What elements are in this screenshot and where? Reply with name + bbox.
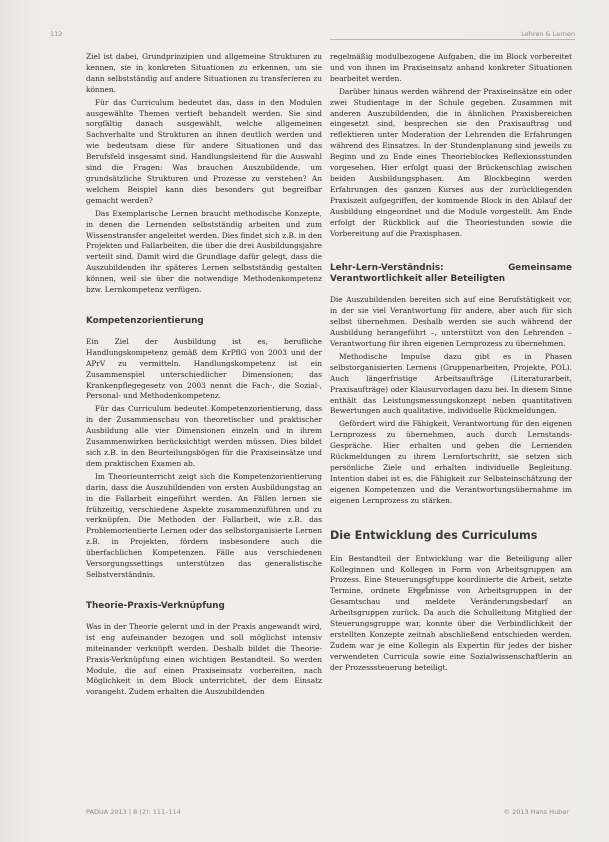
footer-copyright: © 2013 Hans Huber — [503, 808, 569, 816]
body-paragraph: Die Auszubildenden bereiten sich auf eine Berufstätigkeit vor, in der sie viel Verantwortung für andere, aber auch für sich selbst übernehmen. Deshalb werden sie auch während der Ausbildung herangeführt –, unterstützt von den Lehrenden – Verantwortung für ihren eigenen Lernprozess zu übernehmen. — [330, 295, 572, 349]
page-number: 112 — [50, 30, 63, 38]
body-paragraph: Ein Bestandteil der Entwicklung war die Beteiligung aller Kolleginnen und Kollegen in Form von Arbeitsgruppen am Prozess. Eine Steuerungsgruppe koordinierte die Arbeit, setzte Termine, ordnete Ergebnisse von Arbeitsgruppen in der Gesamtschau und meldete Veränderungsbedarf an Arbeitsgruppen zurück. Da auch die Schulleitung Mitglied der Steuerungsgruppe war, konnte über die Verbindlichkeit der erstellten Konzepte zeitnah abschließend entschieden werden. Zudem war je eine Kollegin als Expertin für jedes der bisher verwendeten Curricula sowie eine Sozialwissenschaftlerin an der Prozesssteuerung beteiligt. — [330, 553, 572, 672]
section-heading-kompetenzorientierung: Kompetenzorientierung — [86, 315, 204, 326]
body-paragraph: Was in der Theorie gelernt und in der Praxis angewandt wird, ist eng aufeinander bezogen und soll möglichst intensiv miteinander verknüpft werden. Deshalb bildet die Theorie-Praxis-Verknüpfung einen wichtigen Bestandteil. So werden Module, die auf einen Praxiseinsatz vorbereiten, nach Möglichkeit in dem Block unterrichtet, der dem Einsatz vorangeht. Zudem erhalten die Auszubildenden — [86, 621, 322, 697]
running-title: Lehren & Lernen — [521, 30, 575, 38]
section-heading-lehr-lern: Lehr-Lern-Verständnis: Gemeinsame Verantwortlichkeit aller Beteiligten — [330, 263, 572, 285]
body-paragraph: Für das Curriculum bedeutet das, dass in den Modulen ausgewählte Themen vertieft behandelt werden. Sie sind sorgfältig danach ausgewählt, welche allgemeinen Sachverhalte und Strukturen an ihnen deutlich werden und wie bedeutsam diese für andere Situationen und das Berufsfeld insgesamt sind. Handlungsleitend für die Auswahl sind die Fragen: Was brauchen Auszubildende, um grundsätzliche Strukturen und Prozesse zu verstehen? An welchem Beispiel kann dies besonders gut begreifbar gemacht werden? — [86, 97, 322, 205]
body-paragraph: Methodische Impulse dazu gibt es in Phasen selbstorganisierten Lernens (Gruppenarbeiten, Projekte, POL). Auch längerfristige Arbeitsaufträge (Literaturarbeit, Praxisaufträge) oder Klausurvorlagen dazu bei. In diesem Sinne enthält das Leistungsmessungskonzept neben quantitativen Bewertungen auch qualitative, individuelle Rückmeldungen. — [330, 351, 572, 416]
body-paragraph: Darüber hinaus werden während der Praxiseinsätze ein oder zwei Studientage in der Schule gegeben. Zusammen mit anderen Auszubildenden, die in ähnlichen Praxisbereichen eingesetzt sind, besprechen sie den Praxisauftrag und reflektieren unter Moderation der Lehrenden die Erfahrungen während des Einsatzes. In der Stundenplanung sind jeweils zu Beginn und zu Ende eines Theorieblockes Reflexionsstunden vorgesehen. Hier erfolgt quasi der Brückenschlag zwischen beiden Ausbildungsphasen. Am Blockbeginn werden Erfahrungen des ganzen Kurses aus der zurückliegenden Praxiszeit aufgegriffen, der kommende Block in den Ablauf der Ausbildung eingeordnet und die Module vorgestellt. Am Ende erfolgt der Rückblick auf die Theoriestunden sowie die Vorbereitung auf die Praxisphasen. — [330, 86, 572, 238]
right-column — [330, 52, 572, 676]
body-paragraph: Im Theorieunterricht zeigt sich die Kompetenzorientierung darin, dass die Auszubildenden von ersten Ausbildungstag an in die Fallarbeit eingeführt werden. An Fällen lernen sie frühzeitig, verschiedene Aspekte zusammenzuführen und zu verknüpfen. Die Methoden der Fallarbeit, wie z.B. das Problemorientierte Lernen oder das selbstorganisierte Lernen z.B. in Projekten, fördern insbesondere auch die überfachlichen Kompetenzen. Fälle aus verschiedenen Versorgungssettings unterstützen das generalistische Selbstverständnis. — [86, 471, 322, 579]
section-heading-theorie-praxis: Theorie-Praxis-Verknüpfung — [86, 600, 225, 611]
body-paragraph: Das Exemplarische Lernen braucht methodische Konzepte, in denen die Lernenden selbstständig arbeiten und zum Wissenstransfer angeleitet werden. Dies findet sich z.B. in den Projekten und Fallarbeiten, die über die drei Ausbildungsjahre verteilt sind. Damit wird die Grundlage dafür gelegt, dass die Auszubildenden ihr späteres Lernen selbstständig gestalten können, weil sie über die notwendige Methodenkompetenz bzw. Lernkompetenz verfügen. — [86, 208, 322, 295]
body-paragraph: Gefördert wird die Fähigkeit, Verantwortung für den eigenen Lernprozess zu übernehmen, auch durch Lernstands-Gespräche. Hier erhalten und geben die Lernenden Rückmeldungen zu ihrem Lernfortschritt, sie setzen sich persönliche Ziele und erhalten individuelle Begleitung. Intention dabei ist es, die Fähigkeit zur Selbsteinschätzung der eigenen Kompetenzen und die Verantwortungsübernahme im eigenen Lernprozess zu stärken. — [330, 419, 572, 505]
pencil-checkmark-icon — [412, 574, 436, 600]
header-rule — [330, 39, 575, 40]
section-heading-entwicklung: Die Entwicklung des Curriculums — [330, 528, 538, 542]
left-column — [86, 52, 322, 700]
body-paragraph: regelmäßig modulbezogene Aufgaben, die im Block vorbereitet und von ihnen im Praxiseinsatz anhand konkreter Situationen bearbeitet werden. — [330, 52, 572, 83]
footer-citation: PADUA 2013 | 8 (2): 111–114 — [86, 808, 181, 816]
body-paragraph: Ziel ist dabei, Grundprinzipien und allgemeine Strukturen zu kennen, sie in konkreten Situationen zu erkennen, um sie dann selbstständig auf andere Situationen zu transferieren zu können. — [86, 52, 322, 94]
body-paragraph: Ein Ziel der Ausbildung ist es, berufliche Handlungskompetenz gemäß dem KrPflG von 2003 und der APrV zu vermitteln. Handlungskompetenz ist ein Zusammenspiel unterschiedlicher Dimensionen; das Krankenpflegegesetz von 2003 nennt die Fach-, die Sozial-, Personal- und Methodenkompetenz. — [86, 336, 322, 401]
body-paragraph: Für das Curriculum bedeutet Kompetenzorientierung, dass in der Zusammenschau von theoretischer und praktischer Ausbildung alle vier Dimensionen einzeln und in ihrem Zusammenwirken berücksichtigt werden müssen. Dies bildet sich z.B. in den Beurteilungsbögen für die Praxiseinsätze und dem praktischen Examen ab. — [86, 404, 322, 468]
